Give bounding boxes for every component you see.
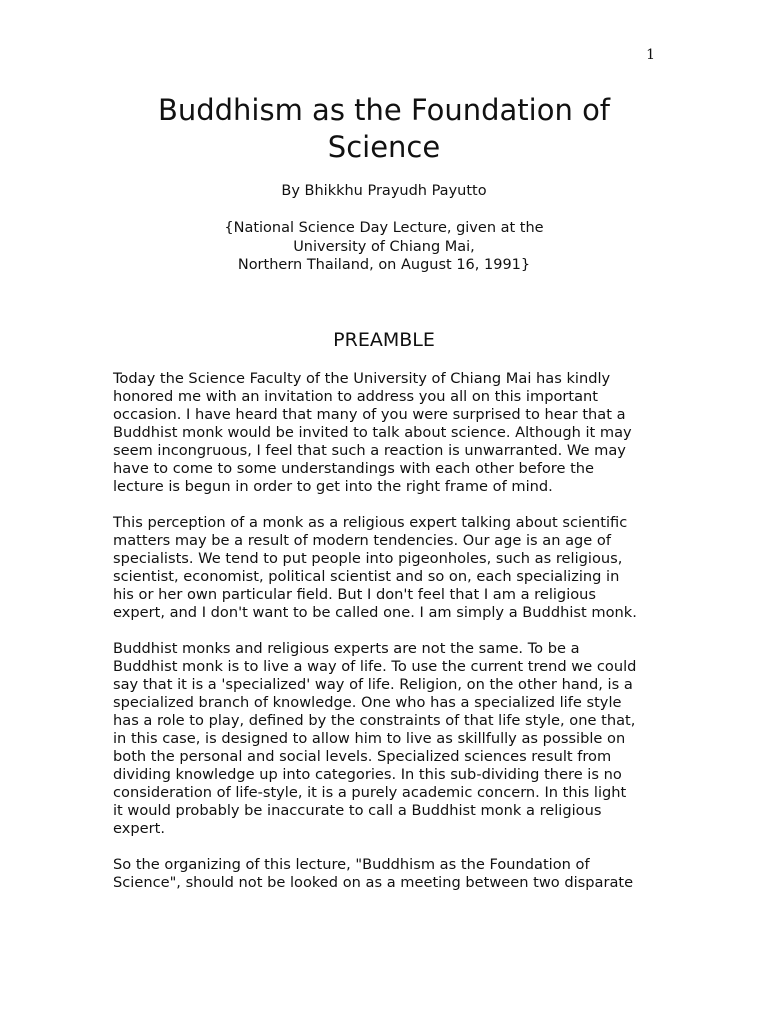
text-line: So the organizing of this lecture, "Buddhism as the Foundation of — [113, 856, 590, 873]
text-line: Today the Science Faculty of the University of Chiang Mai has kindly — [113, 370, 611, 387]
lecture-note-line: {National Science Day Lecture, given at the — [224, 220, 544, 236]
text-line: honored me with an invitation to address you all on this important — [113, 388, 599, 405]
text-line: specialized branch of knowledge. One who has a specialized life style — [113, 694, 622, 711]
paragraph — [113, 370, 658, 496]
paragraph — [113, 640, 658, 838]
document-title — [0, 92, 768, 166]
text-line: dividing knowledge up into categories. In this sub-dividing there is no — [113, 766, 622, 783]
text-line: has a role to play, defined by the constraints of that life style, one that, — [113, 712, 636, 729]
text-line: scientist, economist, political scientist and so on, each specializing in — [113, 568, 620, 585]
text-line: expert, and I don't want to be called one. I am simply a Buddhist monk. — [113, 604, 637, 621]
text-line: This perception of a monk as a religious expert talking about scientific — [113, 514, 628, 531]
text-line: both the personal and social levels. Specialized sciences result from — [113, 748, 612, 765]
body-text — [113, 370, 658, 910]
text-line: Science", should not be looked on as a meeting between two disparate — [113, 874, 634, 891]
lecture-note — [0, 219, 768, 275]
text-line: specialists. We tend to put people into pigeonholes, such as religious, — [113, 550, 623, 567]
text-line: Buddhist monk would be invited to talk about science. Although it may — [113, 424, 632, 441]
text-line: expert. — [113, 820, 165, 837]
title-line: Buddhism as the Foundation of — [157, 93, 611, 127]
lecture-note-line: Northern Thailand, on August 16, 1991} — [237, 257, 531, 273]
section-heading: PREAMBLE — [333, 329, 435, 351]
text-line: it would probably be inaccurate to call a Buddhist monk a religious — [113, 802, 602, 819]
paragraph — [113, 514, 658, 622]
page-number: 1 — [646, 47, 655, 63]
title-line: Science — [327, 130, 441, 164]
text-line: consideration of life-style, it is a purely academic concern. In this light — [113, 784, 627, 801]
lecture-note-line: University of Chiang Mai, — [293, 238, 475, 255]
text-line: occasion. I have heard that many of you were surprised to hear that a — [113, 406, 626, 423]
text-line: lecture is begun in order to get into the right frame of mind. — [113, 478, 553, 495]
paragraph — [113, 856, 658, 892]
text-line: his or her own particular field. But I don't feel that I am a religious — [113, 586, 597, 603]
author-byline: By Bhikkhu Prayudh Payutto — [281, 183, 487, 199]
text-line: in this case, is designed to allow him to live as skillfully as possible on — [113, 730, 626, 747]
text-line: seem incongruous, I feel that such a reaction is unwarranted. We may — [113, 442, 626, 459]
text-line: Buddhist monk is to live a way of life. To use the current trend we could — [113, 658, 637, 675]
text-line: say that it is a 'specialized' way of life. Religion, on the other hand, is a — [113, 676, 633, 693]
text-line: matters may be a result of modern tendencies. Our age is an age of — [113, 532, 611, 549]
text-line: have to come to some understandings with each other before the — [113, 460, 595, 477]
text-line: Buddhist monks and religious experts are not the same. To be a — [113, 640, 580, 657]
